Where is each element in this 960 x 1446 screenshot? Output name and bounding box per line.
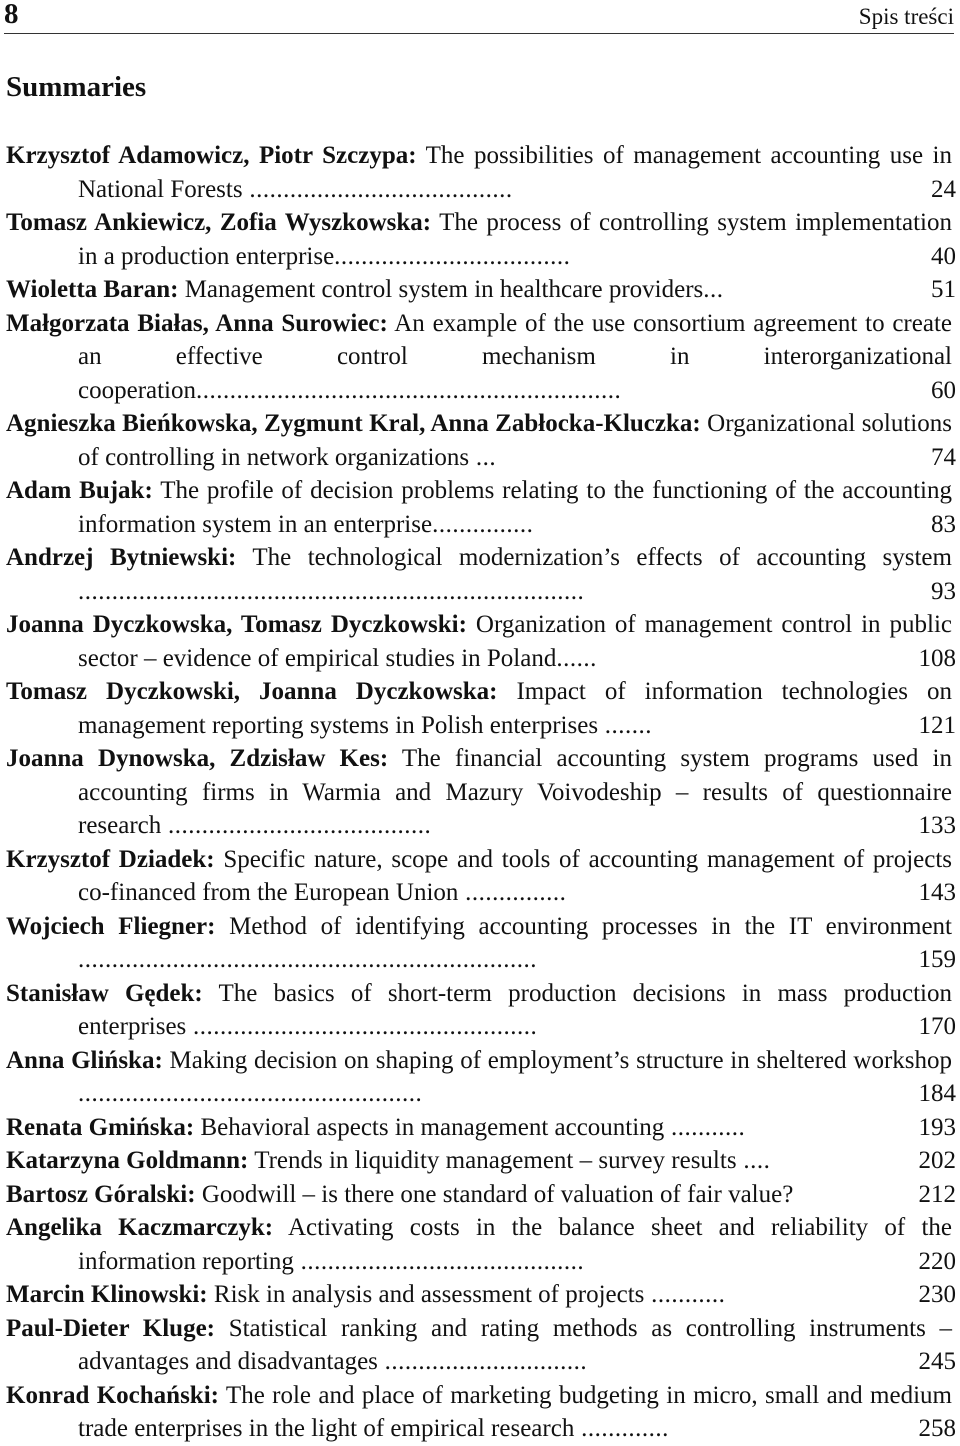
entry-title: Management control system in healthcare providers xyxy=(184,276,704,303)
entry-text xyxy=(6,139,952,206)
entry-title: Specific nature, scope and tools of accounting management of projects co-financed from the European Union xyxy=(78,845,953,906)
entry-title: The financial accounting system programs used in accounting firms in Warmia and Mazury Voivodeship – results of questionnaire research xyxy=(78,745,952,839)
entry-text xyxy=(6,742,952,843)
entry-page-number: 143 xyxy=(918,879,956,906)
entry-page-number: 121 xyxy=(918,711,956,739)
toc-entry xyxy=(6,1044,956,1111)
entry-page-number: 159 xyxy=(918,946,956,973)
entry-page-number: 133 xyxy=(918,812,956,839)
entry-dot-leader: ...... xyxy=(556,644,597,672)
entry-authors: Angelika Kaczmarczyk: xyxy=(6,1214,274,1241)
entry-text xyxy=(6,407,952,474)
entry-title: The technological modernization’s effects of accounting system xyxy=(252,544,952,571)
toc-entry xyxy=(6,675,956,742)
toc-entry xyxy=(6,206,956,273)
entry-authors: Katarzyna Goldmann: xyxy=(6,1147,249,1174)
entry-text xyxy=(6,1211,952,1278)
entry-title: The possibilities of management accounting use in National Forests xyxy=(78,142,952,203)
page-header xyxy=(4,0,954,34)
entry-title: The basics of short-term production decisions in mass production enterprises xyxy=(78,979,952,1040)
entry-authors: Joanna Dynowska, Zdzisław Kes: xyxy=(6,745,389,772)
entry-text xyxy=(6,843,952,910)
entry-dot-leader: ........................................................................... xyxy=(78,577,585,605)
toc-entry xyxy=(6,1211,956,1278)
entry-dot-leader: ... xyxy=(469,443,497,471)
entry-page-number: 230 xyxy=(918,1281,956,1308)
entry-page-number: 245 xyxy=(918,1348,956,1375)
entry-dot-leader: ................................... xyxy=(334,242,571,270)
entry-text xyxy=(6,1379,952,1446)
entry-title: The profile of decision problems relating to the functioning of the accounting information system in an enterprise xyxy=(78,477,952,538)
entry-page-number: 83 xyxy=(931,510,956,538)
entry-authors: Anna Glińska: xyxy=(6,1046,163,1074)
entry-dot-leader: ....... xyxy=(598,711,653,739)
entry-dot-leader: ............... xyxy=(458,879,567,906)
entry-authors: Stanisław Gędek: xyxy=(6,979,203,1007)
toc-entry xyxy=(6,977,956,1044)
section-title: Summaries xyxy=(6,71,147,103)
toc-entry xyxy=(6,139,956,206)
toc-entry xyxy=(6,910,956,977)
entry-title: Activating costs in the balance sheet and reliability of the information reporting xyxy=(78,1214,952,1275)
entry-page-number: 108 xyxy=(918,644,956,672)
entry-dot-leader: ............... xyxy=(432,510,534,538)
entry-authors: Wioletta Baran: xyxy=(6,276,179,303)
toc-entry xyxy=(6,742,956,843)
entry-page-number: 193 xyxy=(918,1113,956,1141)
entry-dot-leader: .................................................................... xyxy=(78,946,537,973)
entry-authors: Krzysztof Adamowicz, Piotr Szczypa: xyxy=(6,142,417,169)
entry-text xyxy=(6,1278,952,1312)
entry-dot-leader: ... xyxy=(703,276,724,303)
entry-title: Goodwill – is there one standard of valuation of fair value? xyxy=(201,1180,794,1208)
entry-dot-leader: ................................................... xyxy=(78,1080,423,1107)
entry-title: The role and place of marketing budgeting in micro, small and medium trade enterprises in the light of empirical research xyxy=(78,1381,952,1442)
entry-text xyxy=(6,910,952,977)
entry-authors: Agnieszka Bieńkowska, Zygmunt Kral, Anna Zabłocka-Kluczka: xyxy=(6,410,701,437)
entry-authors: Renata Gmińska: xyxy=(6,1113,195,1141)
entry-dot-leader: .............................. xyxy=(377,1348,588,1375)
entry-page-number: 170 xyxy=(918,1013,956,1040)
table-of-contents xyxy=(6,139,956,1446)
entry-text xyxy=(6,977,952,1044)
entry-authors: Andrzej Bytniewski: xyxy=(6,544,237,571)
entry-text xyxy=(6,1111,952,1145)
entry-page-number: 212 xyxy=(918,1180,956,1208)
entry-text xyxy=(6,206,952,273)
entry-authors: Paul-Dieter Kluge: xyxy=(6,1314,216,1342)
entry-page-number: 220 xyxy=(918,1247,956,1275)
page-number: 8 xyxy=(4,0,19,30)
entry-authors: Małgorzata Białas, Anna Surowiec: xyxy=(6,309,388,337)
entry-dot-leader: .......................................... xyxy=(293,1247,585,1275)
entry-authors: Adam Bujak: xyxy=(6,477,153,504)
entry-title: Statistical ranking and rating methods as controlling instruments – advantages and disadvantages xyxy=(78,1314,952,1375)
toc-entry xyxy=(6,307,956,408)
entry-text xyxy=(6,1312,952,1379)
entry-text xyxy=(6,273,952,307)
entry-title: Method of identifying accounting processes in the IT environment xyxy=(229,912,953,940)
entry-page-number: 93 xyxy=(931,577,956,605)
entry-authors: Konrad Kochański: xyxy=(6,1381,219,1409)
running-head: Spis treści xyxy=(858,4,954,29)
toc-entry xyxy=(6,1379,956,1446)
entry-authors: Krzysztof Dziadek: xyxy=(6,845,215,873)
entry-title: Risk in analysis and assessment of projects xyxy=(213,1281,645,1308)
entry-page-number: 51 xyxy=(931,276,956,303)
entry-authors: Bartosz Góralski: xyxy=(6,1180,196,1208)
entry-dot-leader: ............................................................... xyxy=(196,376,622,404)
entry-authors: Joanna Dyczkowska, Tomasz Dyczkowski: xyxy=(6,611,467,638)
entry-text xyxy=(6,1144,952,1178)
toc-entry xyxy=(6,1144,956,1178)
entry-page-number: 40 xyxy=(931,242,956,270)
entry-text xyxy=(6,541,952,608)
toc-entry xyxy=(6,474,956,541)
entry-title: Impact of information technologies on management reporting systems in Polish enterprises xyxy=(78,678,953,739)
entry-authors: Tomasz Dyczkowski, Joanna Dyczkowska: xyxy=(6,678,498,705)
toc-entry xyxy=(6,541,956,608)
entry-authors: Wojciech Fliegner: xyxy=(6,912,216,940)
entry-dot-leader: .... xyxy=(736,1147,771,1174)
entry-dot-leader: ....................................... xyxy=(242,175,513,203)
entry-page-number: 202 xyxy=(918,1147,956,1174)
toc-entry xyxy=(6,1111,956,1145)
entry-title: An example of the use consortium agreement to create an effective control mechanism in interorganizational cooperation xyxy=(78,309,952,404)
entry-title: Making decision on shaping of employment’s structure in sheltered workshop xyxy=(169,1046,953,1074)
entry-text xyxy=(6,675,952,742)
toc-entry xyxy=(6,1178,956,1212)
entry-title: Behavioral aspects in management accounting xyxy=(200,1113,665,1141)
entry-dot-leader: ................................................... xyxy=(186,1013,538,1040)
toc-entry xyxy=(6,407,956,474)
entry-text xyxy=(6,608,952,675)
entry-title: The process of controlling system implementation in a production enterprise xyxy=(78,209,952,270)
entry-title: Organizational solutions of controlling in network organizations xyxy=(78,410,952,471)
toc-entry xyxy=(6,273,956,307)
entry-page-number: 74 xyxy=(931,443,956,471)
entry-title: Organization of management control in public sector – evidence of empirical studies in Poland xyxy=(78,611,952,672)
entry-text xyxy=(6,474,952,541)
toc-entry xyxy=(6,843,956,910)
entry-page-number: 184 xyxy=(918,1080,956,1107)
toc-entry xyxy=(6,1312,956,1379)
entry-dot-leader: ........... xyxy=(644,1281,726,1308)
entry-page-number: 258 xyxy=(918,1415,956,1442)
entry-authors: Tomasz Ankiewicz, Zofia Wyszkowska: xyxy=(6,209,432,236)
entry-dot-leader: ....................................... xyxy=(161,812,432,839)
entry-authors: Marcin Klinowski: xyxy=(6,1281,208,1308)
entry-text xyxy=(6,1044,952,1111)
entry-text xyxy=(6,1178,952,1212)
entry-page-number: 60 xyxy=(931,376,956,404)
entry-dot-leader: ........... xyxy=(664,1113,746,1141)
entry-title: Trends in liquidity management – survey results xyxy=(254,1147,737,1174)
toc-entry xyxy=(6,608,956,675)
toc-entry xyxy=(6,1278,956,1312)
entry-dot-leader: ............. xyxy=(574,1415,669,1442)
entry-page-number: 24 xyxy=(931,175,956,203)
entry-text xyxy=(6,307,952,408)
